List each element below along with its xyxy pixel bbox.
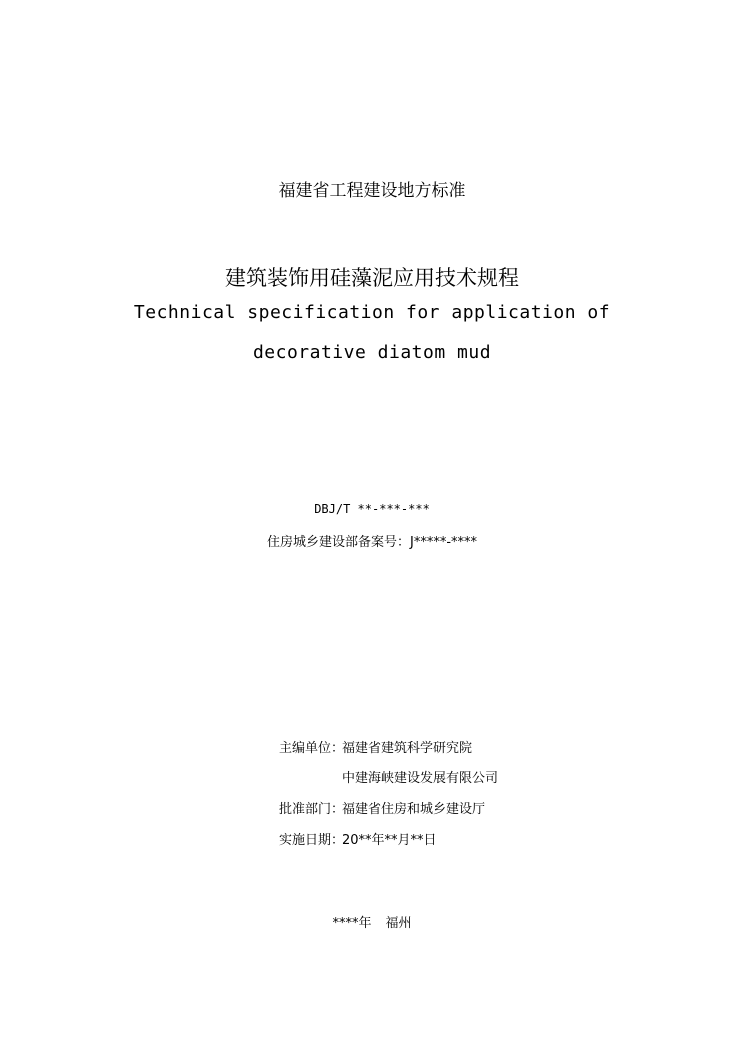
approval-value: 福建省住房和城乡建设厅 [342, 802, 486, 817]
document-title-english-line-2: decorative diatom mud [252, 342, 492, 363]
editor-row [279, 737, 472, 756]
publication-year: ****年 [332, 916, 372, 931]
document-title-chinese: 建筑装饰用硅藻泥应用技术规程 [225, 266, 519, 290]
publication-footer [0, 912, 744, 931]
editor-secondary: 中建海峡建设发展有限公司 [342, 771, 499, 786]
approval-label: 批准部门： [279, 802, 345, 817]
editor-secondary-row [342, 767, 498, 786]
standard-code: DBJ/T **-***-*** [314, 502, 430, 516]
effective-date-value: 20**年**月**日 [342, 833, 437, 848]
editor-primary: 福建省建筑科学研究院 [342, 741, 473, 756]
effective-date-label: 实施日期： [279, 833, 345, 848]
record-number: 住房城乡建设部备案号：J*****-**** [266, 535, 478, 550]
effective-date-row [279, 829, 437, 848]
approval-row [279, 798, 485, 817]
editor-label: 主编单位： [279, 741, 345, 756]
publication-city: 福州 [385, 916, 412, 931]
document-title-english-line-1: Technical specification for application of [133, 302, 611, 323]
standard-series-heading: 福建省工程建设地方标准 [278, 181, 466, 201]
